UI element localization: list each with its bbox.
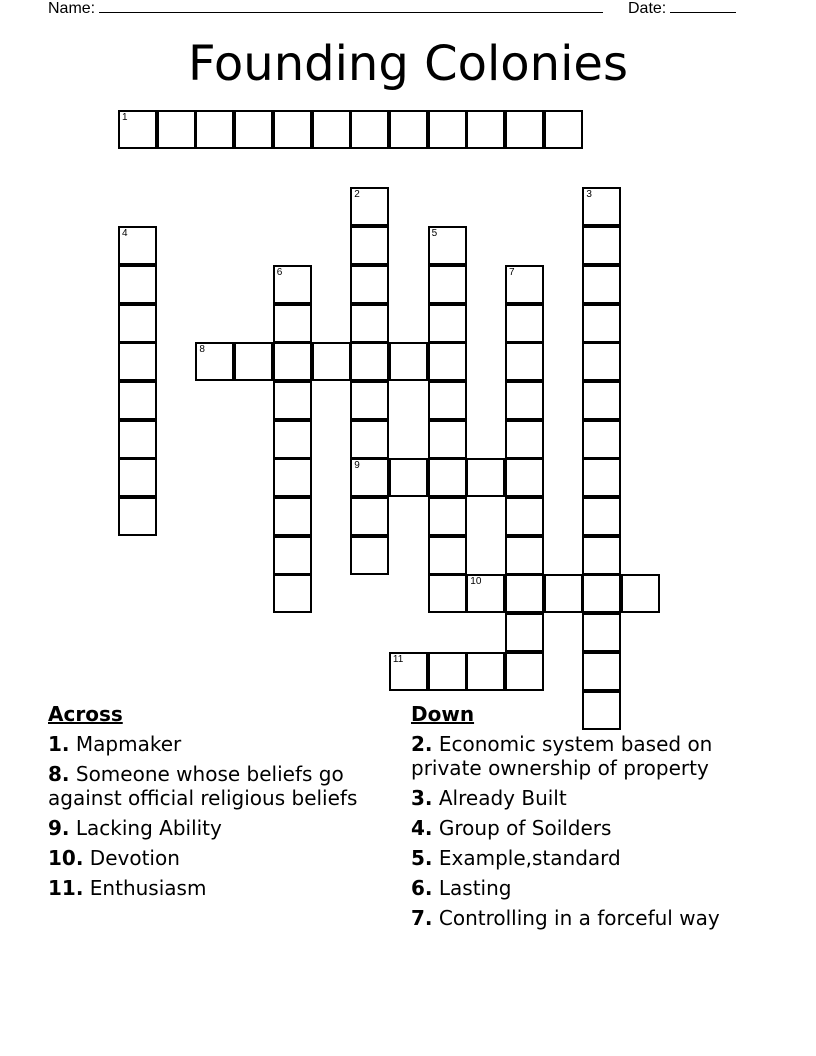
grid-cell[interactable] [505,265,544,304]
grid-cell[interactable] [582,613,621,652]
grid-cell[interactable] [505,420,544,459]
grid-cell[interactable] [389,458,428,497]
grid-cell[interactable] [350,420,389,459]
grid-cell[interactable] [505,381,544,420]
clue-number: 8 [199,344,205,356]
grid-cell[interactable] [466,458,505,497]
grid-cell[interactable] [312,342,351,381]
grid-cell[interactable] [505,574,544,613]
down-clue-5: 5. Example,standard [411,846,621,870]
grid-cell[interactable] [428,381,467,420]
grid-cell[interactable] [505,652,544,691]
grid-cell[interactable] [544,110,583,149]
grid-cell[interactable] [118,265,157,304]
grid-cell[interactable] [428,342,467,381]
grid-cell[interactable] [157,110,196,149]
page-title: Founding Colonies [188,36,628,92]
down-heading: Down [411,702,475,726]
grid-cell[interactable] [582,187,621,226]
down-clue-4: 4. Group of Soilders [411,816,612,840]
date-label: Date: [628,0,667,17]
across-clue-1: 1. Mapmaker [48,732,182,756]
grid-cell[interactable] [582,226,621,265]
clue-number: 6 [276,266,283,278]
grid-cell[interactable] [350,110,389,149]
grid-cell[interactable] [350,458,389,497]
grid-cell[interactable] [118,458,157,497]
clue-number: 7 [509,266,515,278]
across-clues [48,702,393,906]
grid-cell[interactable] [428,458,467,497]
grid-cell[interactable] [621,574,660,613]
grid-cell[interactable] [466,652,505,691]
clue-number: 4 [122,228,128,240]
grid-cell[interactable] [273,342,312,381]
grid-cell[interactable] [234,342,273,381]
grid-cell[interactable] [505,536,544,575]
grid-cell[interactable] [273,536,312,575]
grid-cell[interactable] [118,110,157,149]
grid-cell[interactable] [273,265,312,304]
grid-cell[interactable] [273,110,312,149]
grid-cell[interactable] [505,458,544,497]
grid-cell[interactable] [350,342,389,381]
clue-number: 11 [392,653,404,665]
grid-cell[interactable] [118,381,157,420]
across-heading: Across [48,702,123,726]
grid-cell[interactable] [428,226,467,265]
grid-cell[interactable] [466,110,505,149]
grid-cell[interactable] [582,342,621,381]
clue-number: 5 [431,228,438,240]
grid-cell[interactable] [273,304,312,343]
grid-cell[interactable] [350,536,389,575]
grid-cell[interactable] [428,110,467,149]
grid-cell[interactable] [350,226,389,265]
clue-number: 2 [354,189,360,201]
grid-cell[interactable] [350,265,389,304]
clue-number: 10 [470,576,482,588]
grid-cell[interactable] [582,381,621,420]
grid-cell[interactable] [428,304,467,343]
grid-cell[interactable] [505,613,544,652]
grid-cell[interactable] [350,497,389,536]
down-clue-2: 2. Economic system based on private ownership of property [411,732,713,780]
down-clue-7: 7. Controlling in a forceful way [411,906,720,930]
grid-cell[interactable] [582,420,621,459]
grid-cell[interactable] [428,574,467,613]
grid-cell[interactable] [582,265,621,304]
grid-cell[interactable] [505,497,544,536]
grid-cell[interactable] [273,497,312,536]
name-label: Name: [48,0,96,17]
across-clue-10: 10. Devotion [48,846,180,870]
grid-cell[interactable] [505,304,544,343]
grid-cell[interactable] [466,574,505,613]
across-clue-9: 9. Lacking Ability [48,816,222,840]
grid-cell[interactable] [582,536,621,575]
clue-number: 3 [586,189,592,201]
grid-cell[interactable] [582,574,621,613]
grid-cell[interactable] [582,652,621,691]
grid-cell[interactable] [273,381,312,420]
down-clues [411,702,756,936]
grid-cell[interactable] [428,536,467,575]
grid-cell[interactable] [582,497,621,536]
grid-cell[interactable] [273,458,312,497]
clue-number: 1 [122,112,128,123]
grid-cell[interactable] [389,652,428,691]
down-clue-6: 6. Lasting [411,876,512,900]
grid-cell[interactable] [582,458,621,497]
grid-cell[interactable] [234,110,273,149]
grid-cell[interactable] [428,652,467,691]
grid-cell[interactable] [544,574,583,613]
grid-cell[interactable] [350,381,389,420]
across-clue-8: 8. Someone whose beliefs go against official religious beliefs [48,762,358,810]
grid-cell[interactable] [195,342,234,381]
grid-cell[interactable] [428,497,467,536]
down-clue-3: 3. Already Built [411,786,567,810]
grid-cell[interactable] [350,304,389,343]
grid-cell[interactable] [350,187,389,226]
grid-cell[interactable] [389,342,428,381]
grid-cell[interactable] [118,226,157,265]
grid-cell[interactable] [389,110,428,149]
grid-cell[interactable] [505,342,544,381]
grid-cell[interactable] [428,265,467,304]
grid-cell[interactable] [582,304,621,343]
grid-cell[interactable] [428,420,467,459]
grid-cell[interactable] [118,497,157,536]
grid-cell[interactable] [312,110,351,149]
grid-cell[interactable] [273,420,312,459]
grid-cell[interactable] [118,304,157,343]
clue-number: 9 [354,460,360,472]
grid-cell[interactable] [273,574,312,613]
grid-cell[interactable] [118,420,157,459]
grid-cell[interactable] [505,110,544,149]
grid-cell[interactable] [195,110,234,149]
grid-cell[interactable] [118,342,157,381]
across-clue-11: 11. Enthusiasm [48,876,207,900]
